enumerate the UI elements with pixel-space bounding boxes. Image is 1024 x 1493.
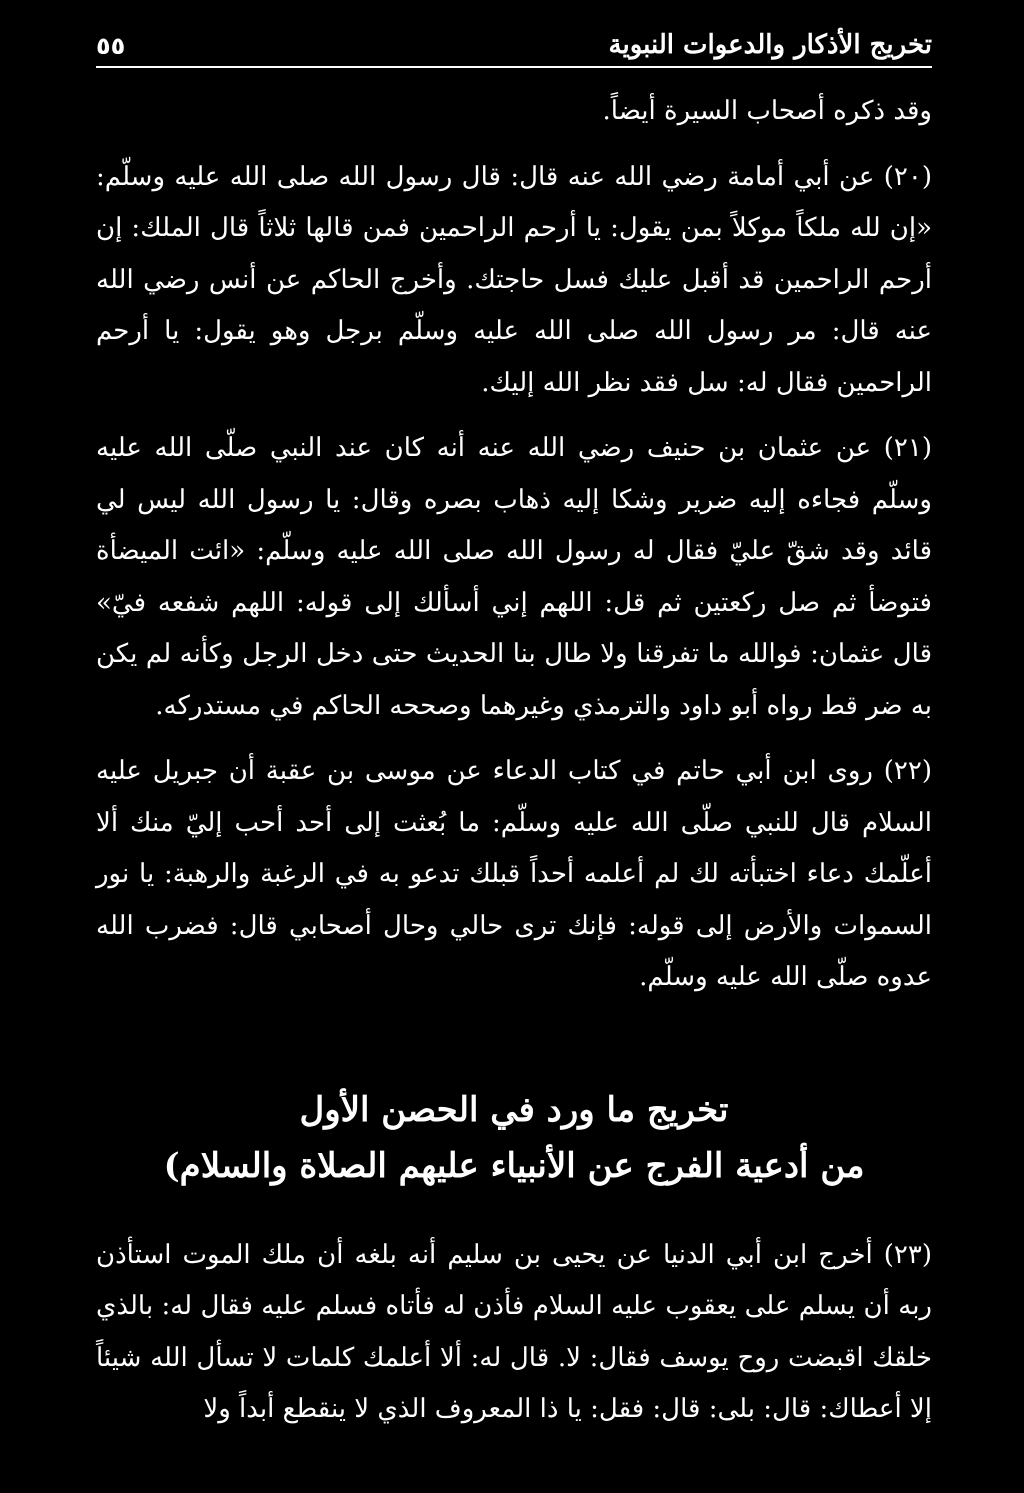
page-header (96, 22, 932, 68)
page-number: ٥٥ (96, 32, 126, 60)
paragraph-intro: وقد ذكره أصحاب السيرة أيضاً. (602, 96, 932, 126)
running-title: تخريج الأذكار والدعوات النبوية (608, 30, 932, 60)
section-heading (96, 1082, 932, 1194)
paragraph-22: (٢٢) روى ابن أبي حاتم في كتاب الدعاء عن موسى بن عقبة أن جبريل عليه السلام قال للنبي صلّى الله عليه وسلّم: ما بُعثت إلى أحد أحب إليّ منك ألا أعلّمك دعاء اختبأته لك لم أعلمه أحداً قبلك تدعو به في الرغبة والرهبة: يا نور السموات والأرض إلى قوله: فإنك ترى حالي وحال أصحابي قال: فضرب الله عدوه صلّى الله عليه وسلّم. (96, 756, 932, 992)
body-text (96, 86, 932, 1004)
section-heading-line-1: تخريج ما ورد في الحصن الأول (299, 1089, 729, 1130)
paragraph-21: (٢١) عن عثمان بن حنيف رضي الله عنه أنه كان عند النبي صلّى الله عليه وسلّم فجاءه إليه ضرير وشكا إليه ذهاب بصره وقال: يا رسول الله ليس لي قائد وقد شقّ عليّ فقال له رسول الله صلى الله عليه وسلّم: «ائت الميضأة فتوضأ ثم صل ركعتين ثم قل: اللهم إني أسألك إلى قوله: اللهم شفعه فيّ» قال عثمان: فوالله ما تفرقنا ولا طال بنا الحديث حتى دخل الرجل وكأنه لم يكن به ضر قط رواه أبو داود والترمذي وغيرهما وصححه الحاكم في مستدركه. (96, 433, 932, 721)
section-heading-line-2: من أدعية الفرج عن الأنبياء عليهم الصلاة والسلام) (163, 1145, 865, 1186)
paragraph-23: (٢٣) أخرج ابن أبي الدنيا عن يحيى بن سليم أنه بلغه أن ملك الموت استأذن ربه أن يسلم على يعقوب عليه السلام فأذن له فأتاه فسلم عليه فقال له: بالذي خلقك اقبضت روح يوسف فقال: لا. قال له: ألا أعلمك كلمات لا تسأل الله شيئاً إلا أعطاك: قال: بلى: قال: فقل: يا ذا المعروف الذي لا ينقطع أبداً ولا (96, 1239, 932, 1424)
body-text-continued (96, 1230, 932, 1436)
paragraph-20: (٢٠) عن أبي أمامة رضي الله عنه قال: قال رسول الله صلى الله عليه وسلّم: «إن لله ملكاً موكلاً بمن يقول: يا أرحم الراحمين فمن قالها ثلاثاً قال الملك: إن أرحم الراحمين قد أقبل عليك فسل حاجتك. وأخرج الحاكم عن أنس رضي الله عنه قال: مر رسول الله صلى الله عليه وسلّم برجل وهو يقول: يا أرحم الراحمين فقال له: سل فقد نظر الله إليك. (96, 161, 932, 398)
